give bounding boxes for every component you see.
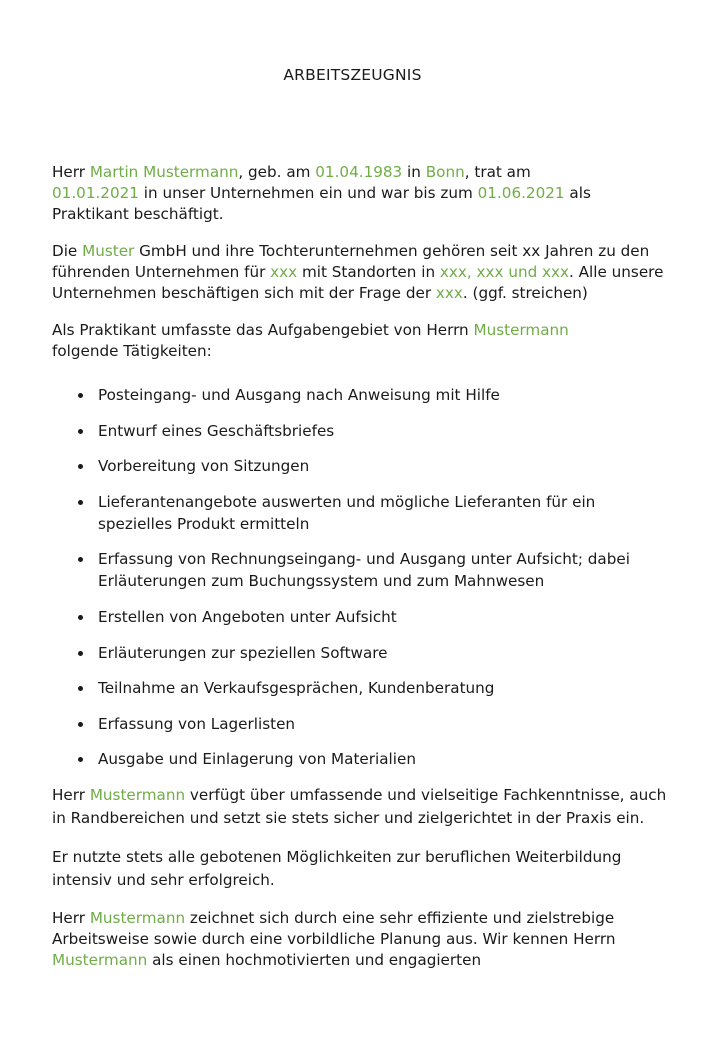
paragraph-knowledge [52, 784, 672, 830]
task-item: Lieferantenangebote auswerten und mögliche Lieferanten für ein spezielles Produkt ermitteln [98, 491, 672, 535]
text: folgende Tätigkeiten: [52, 342, 212, 360]
task-item: Erstellen von Angeboten unter Aufsicht [98, 606, 672, 628]
company-topic: xxx [435, 284, 463, 302]
text: Als Praktikant umfasste das Aufgabengebiet von Herrn [52, 321, 474, 339]
text: Herr [52, 786, 90, 805]
text: Herr [52, 909, 90, 928]
task-item: Ausgabe und Einlagerung von Materialien [98, 748, 672, 770]
text: Die [52, 242, 83, 260]
document-title: ARBEITSZEUGNIS [283, 66, 422, 84]
end-date: 01.06.2021 [477, 184, 565, 202]
employee-surname: Mustermann [89, 909, 186, 928]
task-item: Teilnahme an Verkaufsgesprächen, Kundenberatung [98, 677, 672, 699]
text: mit Standorten in [297, 263, 440, 281]
paragraph-company [52, 241, 672, 304]
text: GmbH und ihre Tochterunternehmen gehören seit xx Jahren zu den führenden Unternehmen für [52, 242, 650, 281]
birth-place: Bonn [425, 163, 465, 181]
document-body [52, 162, 672, 987]
task-item: Posteingang- und Ausgang nach Anweisung mit Hilfe [98, 384, 672, 406]
start-date: 01.01.2021 [52, 184, 139, 202]
text: Herr [52, 163, 90, 181]
task-item: Erläuterungen zur speziellen Software [98, 642, 672, 664]
employee-surname: Mustermann [89, 786, 186, 805]
task-item: Erfassung von Lagerlisten [98, 713, 672, 735]
text: als Praktikant beschäftigt. [52, 184, 591, 223]
text: . (ggf. streichen) [462, 284, 588, 302]
text: . Alle unsere Unternehmen beschäftigen sich mit der Frage der [52, 263, 664, 302]
text: , geb. am [238, 163, 316, 181]
task-list [52, 384, 672, 770]
text: zeichnet sich durch eine sehr effiziente und zielstrebige Arbeitsweise sowie durch eine vorbildliche Planung aus. Wir kennen Herrn [52, 909, 616, 949]
company-field: xxx [270, 263, 298, 281]
task-item: Vorbereitung von Sitzungen [98, 455, 672, 477]
text: in unser Unternehmen ein und war bis zum [138, 184, 478, 202]
text: in [402, 163, 426, 181]
employee-name: Martin Mustermann [89, 163, 239, 181]
company-name: Muster [82, 242, 135, 260]
employee-surname: Mustermann [473, 321, 569, 339]
task-item: Entwurf eines Geschäftsbriefes [98, 420, 672, 442]
text: verfügt über umfassende und vielseitige Fachkenntnisse, auch in Randbereichen und setzt sie stets sicher und zielgerichtet in der Praxis ein. [52, 786, 667, 828]
paragraph-intro [52, 162, 672, 225]
paragraph-tasks-intro [52, 320, 672, 362]
company-locations: xxx, xxx und xxx [439, 263, 569, 281]
paragraph-training: Er nutzte stets alle gebotenen Möglichkeiten zur beruflichen Weiterbildung intensiv und sehr erfolgreich. [52, 848, 622, 890]
text: als einen hochmotivierten und engagierten [147, 951, 482, 970]
task-item: Erfassung von Rechnungseingang- und Ausgang unter Aufsicht; dabei Erläuterungen zum Buchungssystem und zum Mahnwesen [98, 548, 672, 592]
text: , trat am [464, 163, 531, 181]
employee-surname: Mustermann [52, 951, 148, 970]
birth-date: 01.04.1983 [315, 163, 403, 181]
paragraph-work-style [52, 908, 672, 971]
